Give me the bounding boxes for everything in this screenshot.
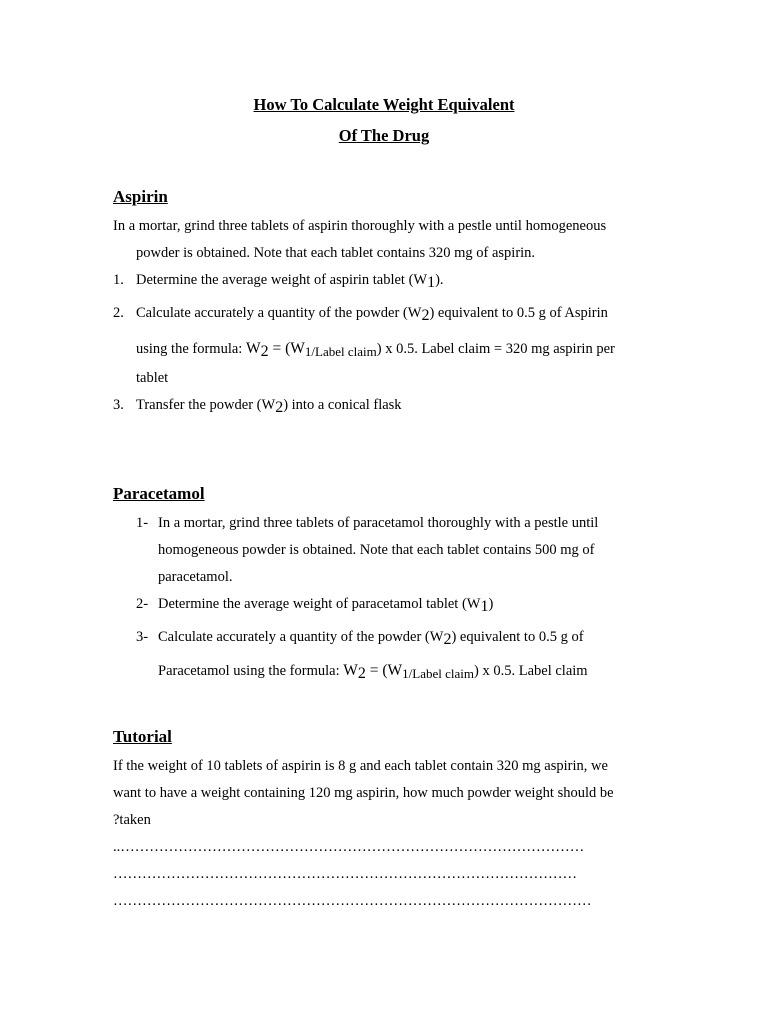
paracetamol-step3-text: Calculate accurately a quantity of the powder (W2) equivalent to 0.5 g of bbox=[158, 629, 584, 648]
aspirin-step3-text: Transfer the powder (W2) into a conical flask bbox=[136, 397, 402, 416]
tutorial-question-line3: ?taken bbox=[113, 812, 151, 828]
paracetamol-step3-formula: Paracetamol using the formula: W2 = (W1/Label claim) x 0.5. Label claim bbox=[158, 662, 588, 682]
aspirin-step3-number: 3. bbox=[113, 397, 124, 413]
paracetamol-step1-line1: In a mortar, grind three tablets of paracetamol thoroughly with a pestle until bbox=[158, 515, 599, 531]
page-title-line2: Of The Drug bbox=[338, 126, 430, 145]
section-heading-aspirin: Aspirin bbox=[113, 187, 168, 206]
page-title-line1: How To Calculate Weight Equivalent bbox=[253, 95, 515, 114]
paracetamol-step2-number: 2- bbox=[136, 596, 149, 612]
section-heading-tutorial: Tutorial bbox=[113, 727, 172, 746]
paracetamol-step1-line3: paracetamol. bbox=[158, 569, 233, 585]
answer-line-2: …………………………………………………………………………………… bbox=[113, 866, 577, 882]
aspirin-step2-number: 2. bbox=[113, 305, 124, 321]
aspirin-intro-line1: In a mortar, grind three tablets of aspirin thoroughly with a pestle until homogeneous bbox=[113, 218, 607, 234]
answer-line-3: ……………………………………………………………………………………… bbox=[113, 893, 592, 909]
paracetamol-step1-number: 1- bbox=[136, 515, 149, 531]
tutorial-question-line2: want to have a weight containing 120 mg aspirin, how much powder weight should be bbox=[113, 785, 614, 801]
paracetamol-step2-text: Determine the average weight of paracetamol tablet (W1) bbox=[158, 596, 494, 615]
aspirin-step2-formula: using the formula: W2 = (W1/Label claim) x 0.5. Label claim = 320 mg aspirin per bbox=[136, 340, 615, 360]
section-heading-paracetamol: Paracetamol bbox=[113, 484, 205, 503]
aspirin-step1-number: 1. bbox=[113, 272, 124, 288]
aspirin-step1-text: Determine the average weight of aspirin tablet (W1). bbox=[136, 272, 444, 291]
aspirin-intro-line2: powder is obtained. Note that each tablet contains 320 mg of aspirin. bbox=[136, 245, 536, 261]
aspirin-step2-text: Calculate accurately a quantity of the powder (W2) equivalent to 0.5 g of Aspirin bbox=[136, 305, 608, 324]
paracetamol-step1-line2: homogeneous powder is obtained. Note that each tablet contains 500 mg of bbox=[158, 542, 595, 558]
aspirin-step2-line3: tablet bbox=[136, 370, 169, 386]
paracetamol-step3-number: 3- bbox=[136, 629, 149, 645]
tutorial-question-line1: If the weight of 10 tablets of aspirin is 8 g and each tablet contain 320 mg aspirin, we bbox=[113, 758, 608, 774]
answer-line-1: ..…………………………………………………………………………………… bbox=[113, 839, 585, 855]
